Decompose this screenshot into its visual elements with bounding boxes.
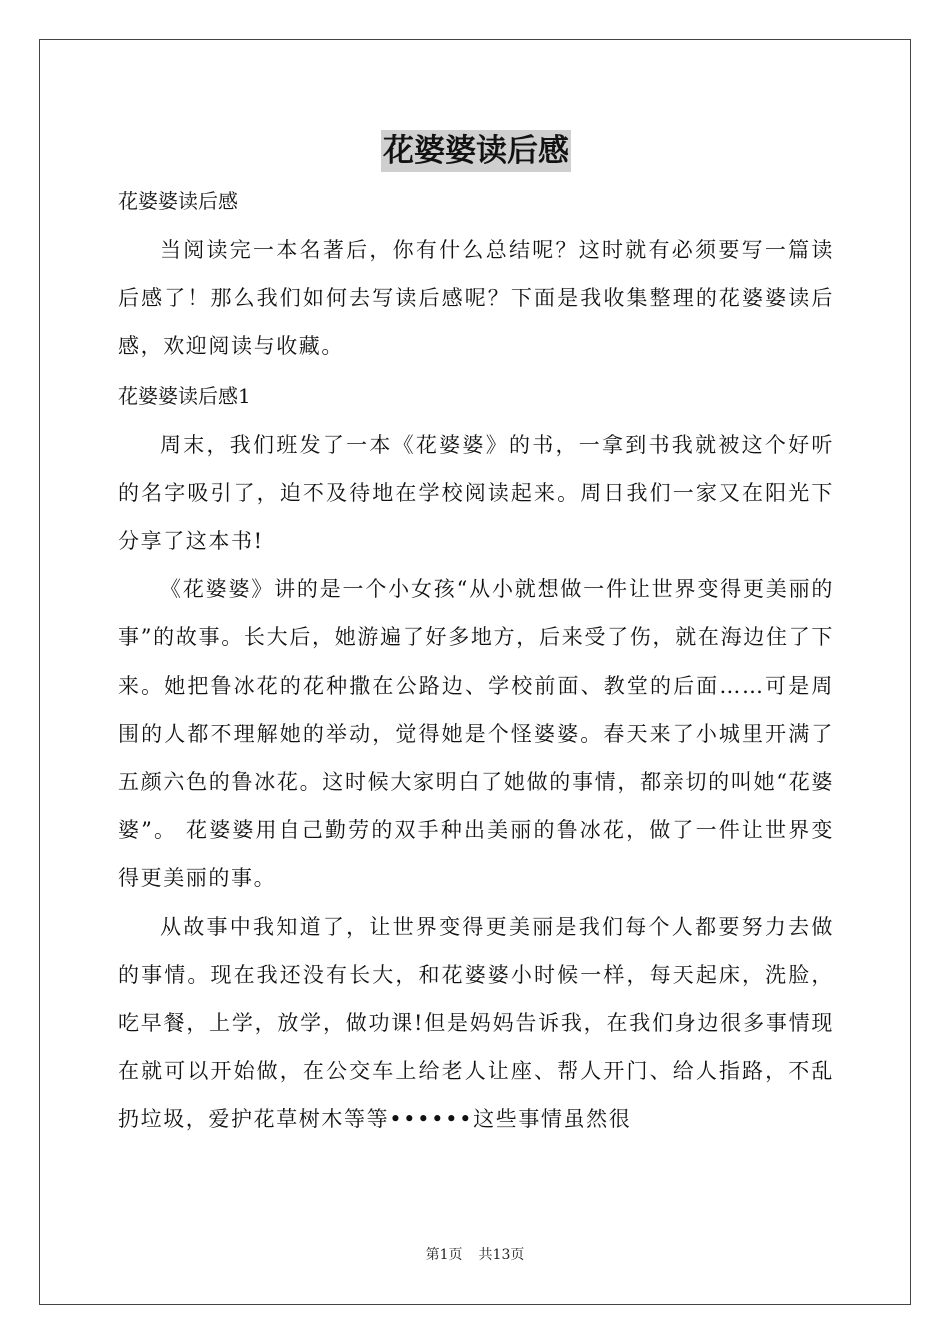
page-number: 第1页	[425, 1247, 463, 1263]
body-paragraph-1: 周末，我们班发了一本《花婆婆》的书，一拿到书我就被这个好听的名字吸引了，迫不及待地在学校阅读起来。周日我们一家又在阳光下分享了这本书!	[118, 432, 834, 554]
document-body	[118, 124, 834, 1144]
document-title	[118, 124, 834, 176]
section-heading: 花婆婆读后感1	[118, 383, 251, 408]
intro-paragraph: 当阅读完一本名著后，你有什么总结呢？这时就有必须要写一篇读后感了！那么我们如何去写读后感呢？下面是我收集整理的花婆婆读后感，欢迎阅读与收藏。	[118, 238, 834, 359]
page-total: 共13页	[478, 1247, 525, 1263]
document-subtitle: 花婆婆读后感	[118, 189, 238, 213]
body-paragraph-2: 《花婆婆》讲的是一个小女孩“从小就想做一件让世界变得更美丽的事”的故事。长大后，她游遍了好多地方，后来受了伤，就在海边住了下来。她把鲁冰花的花种撒在公路边、学校前面、教堂的后面……可是周围的人都不理解她的举动，觉得她是个怪婆婆。春天来了小城里开满了五颜六色的鲁冰花。这时候大家明白了她做的事情，都亲切的叫她“花婆婆”。 花婆婆用自己勤劳的双手种出美丽的鲁冰花，做了一件让世界变得更美丽的事。	[118, 577, 834, 891]
document-title-text: 花婆婆读后感	[381, 130, 571, 172]
page-footer	[0, 1244, 950, 1264]
body-paragraph-3: 从故事中我知道了，让世界变得更美丽是我们每个人都要努力去做的事情。现在我还没有长大，和花婆婆小时候一样，每天起床，洗脸，吃早餐，上学，放学，做功课!但是妈妈告诉我，在我们身边很多事情现在就可以开始做，在公交车上给老人让座、帮人开门、给人指路，不乱扔垃圾，爱护花草树木等等••••••这些事情虽然很	[118, 914, 834, 1132]
